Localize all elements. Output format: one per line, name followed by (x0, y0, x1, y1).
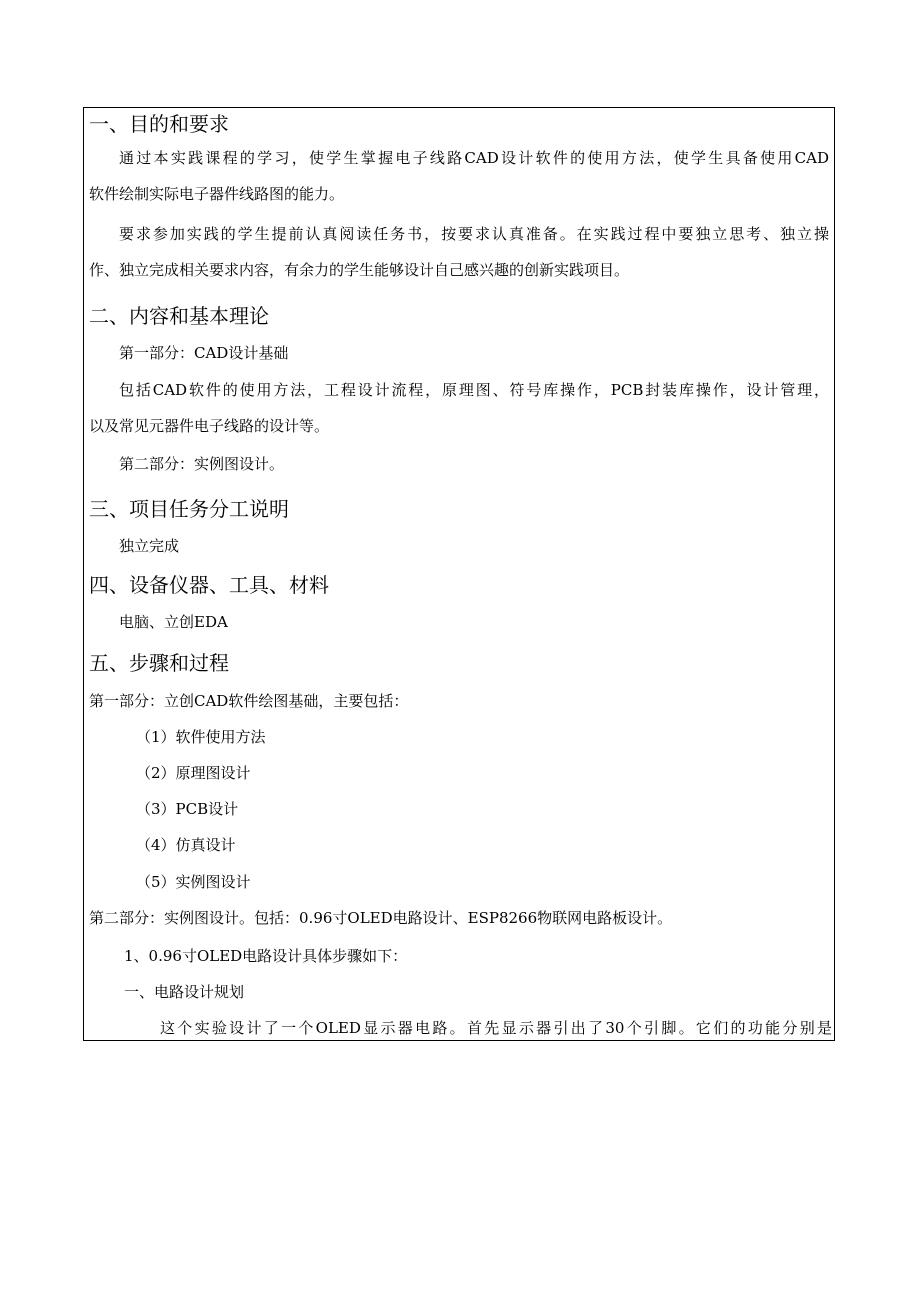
section-body: 电脑、立创EDA (119, 613, 228, 631)
paragraph-line: 软件绘制实际电子器件线路图的能力。 (89, 185, 345, 203)
section-body: 独立完成 (119, 537, 180, 555)
part-title: 第一部分：CAD设计基础 (119, 344, 289, 362)
part-intro: 第二部分：实例图设计。包括：0.96寸OLED电路设计、ESP8266物联网电路板设计。 (89, 909, 673, 927)
part-title: 第二部分：实例图设计。 (119, 455, 285, 473)
section-heading-purpose: 一、目的和要求 (89, 112, 229, 136)
list-item: （5）实例图设计 (136, 873, 251, 891)
step-title: 1、0.96寸OLED电路设计具体步骤如下： (124, 947, 408, 965)
paragraph-line: 通过本实践课程的学习，使学生掌握电子线路CAD设计软件的使用方法，使学生具备使用CAD (119, 149, 829, 167)
section-heading-content: 二、内容和基本理论 (89, 304, 269, 328)
list-item: （1）软件使用方法 (136, 728, 266, 746)
section-heading-equipment: 四、设备仪器、工具、材料 (89, 573, 329, 597)
section-heading-tasks: 三、项目任务分工说明 (89, 497, 289, 521)
list-item: （3）PCB设计 (136, 800, 239, 818)
paragraph-line: 这个实验设计了一个OLED显示器电路。首先显示器引出了30个引脚。它们的功能分别是 (160, 1019, 832, 1037)
list-item: （2）原理图设计 (136, 764, 251, 782)
section-heading-steps: 五、步骤和过程 (89, 651, 229, 675)
part-intro: 第一部分：立创CAD软件绘图基础，主要包括： (89, 692, 409, 710)
document-frame (83, 107, 835, 1041)
paragraph-line: 作、独立完成相关要求内容，有余力的学生能够设计自己感兴趣的创新实践项目。 (89, 261, 630, 279)
paragraph-line: 以及常见元器件电子线路的设计等。 (89, 417, 330, 435)
paragraph-line: 要求参加实践的学生提前认真阅读任务书，按要求认真准备。在实践过程中要独立思考、独立操 (119, 225, 829, 243)
paragraph-line: 包括CAD软件的使用方法，工程设计流程，原理图、符号库操作，PCB封装库操作，设计管理， (119, 381, 829, 399)
list-item: （4）仿真设计 (136, 836, 236, 854)
sub-title: 一、电路设计规划 (124, 983, 245, 1001)
